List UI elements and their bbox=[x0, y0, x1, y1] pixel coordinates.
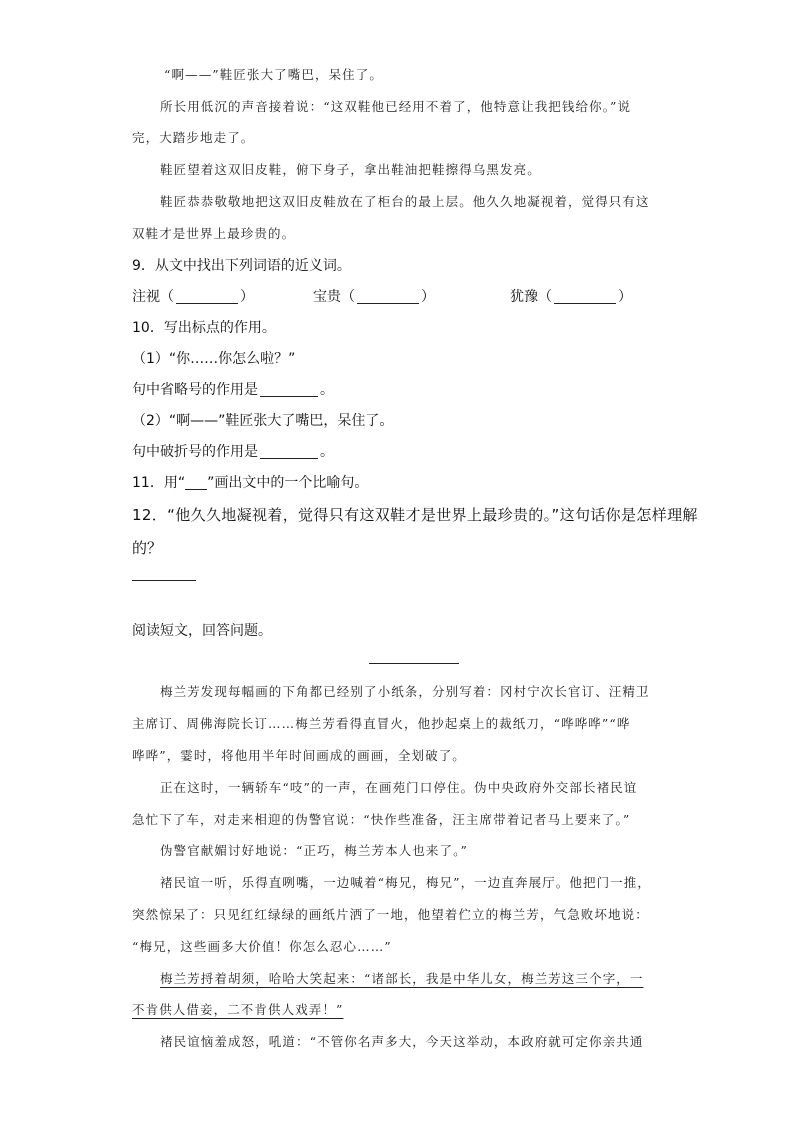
answer-prompt: 句中破折号的作用是 bbox=[132, 444, 258, 460]
story2-paragraph-5-line-1-underlined: 梅兰芳捋着胡须，哈哈大笑起来：“诸部长，我是中华儿女，梅兰芳这三个字，一 bbox=[160, 971, 644, 986]
answer-blank[interactable] bbox=[260, 444, 318, 459]
question-10-part-1-answer bbox=[132, 379, 334, 399]
question-9-item-1 bbox=[132, 286, 254, 306]
question-10: 10．写出标点的作用。 bbox=[132, 320, 276, 336]
question-11-suffix: ”画出文中的一个比喻句。 bbox=[207, 475, 369, 491]
question-12-answer-blank[interactable] bbox=[132, 580, 196, 581]
question-9: 9．从文中找出下列词语的近义词。 bbox=[132, 258, 351, 274]
story1-paragraph-2-line-2: 完，大踏步地走了。 bbox=[132, 130, 255, 145]
close-paren: ） bbox=[240, 289, 254, 305]
question-12-line-2: 的？ bbox=[132, 539, 163, 557]
question-9-word-3: 犹豫（ bbox=[510, 289, 552, 305]
answer-prompt: 句中省略号的作用是 bbox=[132, 382, 258, 398]
question-9-word-1: 注视（ bbox=[132, 289, 174, 305]
story2-paragraph-1-line-2: 主席订、周佛海院长订……梅兰芳看得直冒火，他抄起桌上的裁纸刀，“哗哗哗”“哗 bbox=[132, 716, 631, 731]
question-9-word-2: 宝贵（ bbox=[313, 289, 355, 305]
answer-blank[interactable] bbox=[554, 289, 616, 304]
answer-blank[interactable] bbox=[176, 289, 238, 304]
period: 。 bbox=[320, 444, 334, 460]
close-paren: ） bbox=[618, 289, 632, 305]
story2-paragraph-2-line-1: 正在这时，一辆轿车“吱”的一声，在画苑门口停住。伪中央政府外交部长褚民谊 bbox=[160, 780, 638, 795]
answer-blank[interactable] bbox=[357, 289, 419, 304]
story2-paragraph-4-line-3: “梅兄，这些画多大价值！你怎么忍心……” bbox=[132, 939, 392, 954]
story2-paragraph-4-line-1: 褚民谊一听，乐得直咧嘴，一边喊着“梅兄，梅兄”，一边直奔展厅。他把门一推， bbox=[160, 875, 651, 890]
underline-marker bbox=[185, 476, 207, 490]
question-11-prefix: 11．用“ bbox=[132, 475, 186, 491]
passage-title-blank[interactable] bbox=[369, 663, 459, 664]
story2-paragraph-4-line-2: 突然惊呆了：只见红红绿绿的画纸片洒了一地，他望着伫立的梅兰芳，气急败坏地说： bbox=[132, 907, 649, 922]
story2-paragraph-2-line-2: 急忙下了车，对走来相迎的伪警官说：“快作些准备，汪主席带着记者马上要来了。” bbox=[132, 812, 631, 827]
story1-paragraph-2-line-1: 所长用低沉的声音接着说：“这双鞋他已经用不着了，他特意让我把钱给你。”说 bbox=[160, 99, 632, 114]
question-10-part-1: （1）“你……你怎么啦？” bbox=[132, 351, 296, 367]
story1-paragraph-1: “啊——”鞋匠张大了嘴巴，呆住了。 bbox=[164, 67, 383, 82]
question-9-item-3 bbox=[510, 286, 632, 306]
question-11 bbox=[132, 472, 368, 492]
question-10-part-2-answer bbox=[132, 441, 334, 461]
question-12-line-1: 12．“他久久地凝视着，觉得只有这双鞋才是世界上最珍贵的。”这句话你是怎样理解 bbox=[132, 506, 698, 524]
story1-paragraph-3: 鞋匠望着这双旧皮鞋，俯下身子，拿出鞋油把鞋擦得乌黑发亮。 bbox=[160, 162, 541, 177]
story2-paragraph-1-line-3: 哗哗”，霎时，将他用半年时间画成的画画，全划破了。 bbox=[132, 748, 466, 763]
story2-paragraph-1-line-1: 梅兰芳发现每幅画的下角都已经别了小纸条，分别写着：冈村宁次长官订、汪精卫 bbox=[160, 684, 650, 699]
story2-paragraph-5-line-2-underlined: 不肯供人借妾，二不肯供人戏弄！” bbox=[132, 1002, 344, 1017]
story2-paragraph-3: 伪警官献媚讨好地说：“正巧，梅兰芳本人也来了。” bbox=[160, 843, 468, 858]
close-paren: ） bbox=[421, 289, 435, 305]
story1-paragraph-4-line-1: 鞋匠恭恭敬敬地把这双旧皮鞋放在了柜台的最上层。他久久地凝视着，觉得只有这 bbox=[160, 194, 650, 209]
answer-blank[interactable] bbox=[260, 382, 318, 397]
section-instruction: 阅读短文，回答问题。 bbox=[132, 623, 272, 639]
question-9-item-2 bbox=[313, 286, 435, 306]
period: 。 bbox=[320, 382, 334, 398]
question-10-part-2: （2）“啊——”鞋匠张大了嘴巴，呆住了。 bbox=[132, 413, 394, 429]
story2-paragraph-6-line-1: 褚民谊恼羞成怒，吼道：“不管你名声多大，今天这举动，本政府就可定你亲共通 bbox=[160, 1034, 644, 1049]
story1-paragraph-4-line-2: 双鞋才是世界上最珍贵的。 bbox=[132, 226, 296, 241]
